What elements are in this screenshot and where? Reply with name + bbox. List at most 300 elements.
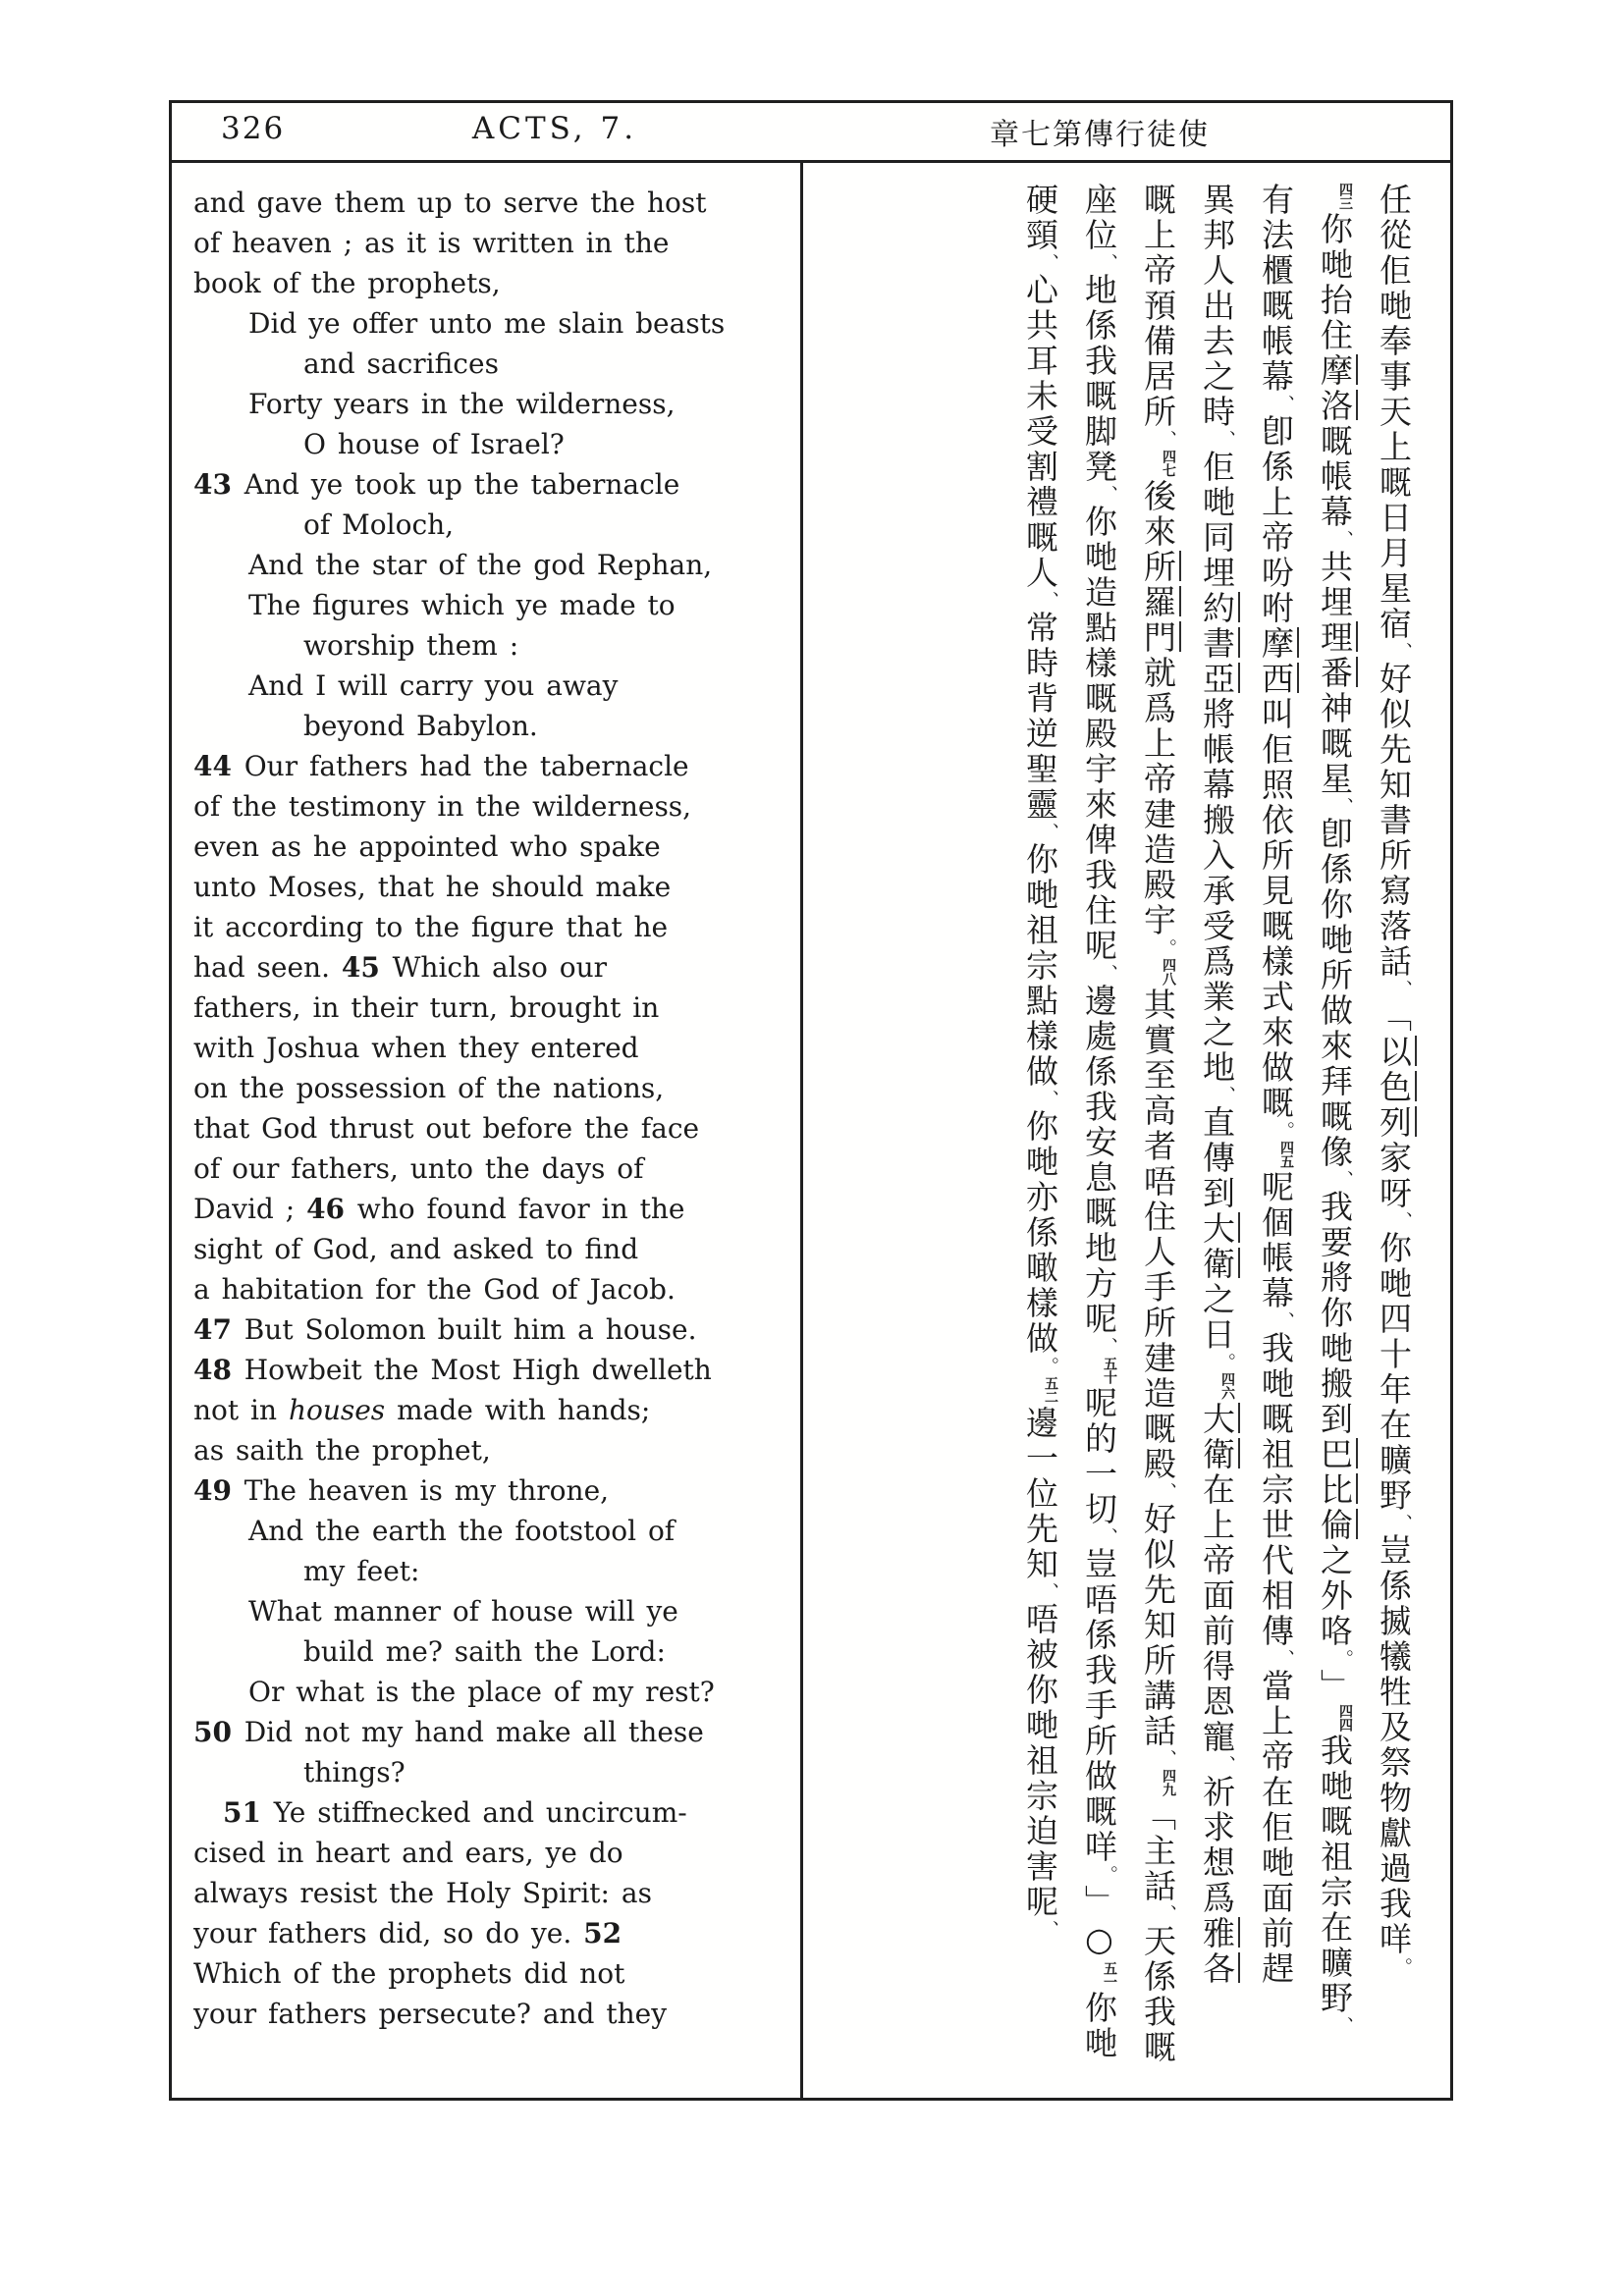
chinese-char: 受 [1198,909,1236,941]
chinese-char: 唔 [1080,1582,1118,1615]
chinese-char: 奉 [1375,324,1413,356]
chinese-char: 備 [1139,324,1177,356]
chinese-char: 及 [1375,1710,1413,1742]
chinese-char: 做 [1021,1054,1059,1087]
chinese-char: 係 [1080,1618,1118,1650]
chinese-char: 有 [1257,183,1295,215]
chinese-char: 嘅 [1080,379,1118,411]
chinese-column [1375,183,1413,2101]
chinese-char: 哋 [1021,878,1059,910]
chinese-char: 埋 [1316,585,1354,617]
chinese-running-title: 章七第傳行徒使 [990,118,1210,152]
chinese-char: 好 [1139,1502,1177,1534]
english-line [193,786,792,827]
chinese-char: 上 [1257,485,1295,517]
chinese-char: 野 [1316,1981,1354,2013]
chinese-char: 「 [1375,999,1413,1032]
punctuation-mark: 。 [1156,938,1177,957]
english-line [193,1792,792,1833]
chinese-char: 我 [1316,1190,1354,1222]
english-line [193,263,792,303]
english-line [193,1229,792,1269]
chinese-char: 宇 [1139,903,1177,935]
chinese-char: 帝 [1257,520,1295,553]
english-text: book of the prophets, [193,267,501,299]
chinese-char: 佢 [1257,1810,1295,1842]
proper-name-char: 衛 [1198,1247,1236,1279]
chinese-char: 點 [1080,611,1118,643]
english-line [193,1028,792,1068]
english-line [193,1269,792,1309]
chinese-char: 面 [1257,1881,1295,1913]
english-line [193,505,792,545]
english-line [193,1108,792,1148]
chinese-char: 上 [1139,726,1177,759]
chinese-verse-number: 四九 [1161,1769,1176,1796]
chinese-char: 宿 [1375,607,1413,639]
chinese-char: 天 [1375,395,1413,427]
chinese-char: 居 [1139,359,1177,392]
english-line [193,1390,792,1430]
chinese-char: 話 [1139,1869,1177,1901]
chinese-char: 野 [1375,1478,1413,1511]
chinese-char: 照 [1257,768,1295,800]
chinese-char: 迫 [1021,1814,1059,1846]
chinese-char: 邦 [1198,218,1236,250]
chinese-char: 嘅 [1316,726,1354,759]
chinese-char: 我 [1080,1653,1118,1685]
english-line [193,384,792,424]
punctuation-mark: 。 [1391,1957,1413,1976]
chinese-char: 哋 [1316,247,1354,280]
chinese-verse-number: 五十 [1102,1357,1117,1384]
verse-number: 51 [223,1796,274,1829]
english-text: of the testimony in the wilderness, [193,790,692,823]
english-line [193,183,792,223]
english-text: always resist the Holy Spirit: as [193,1877,652,1909]
chinese-char: 建 [1139,797,1177,829]
chinese-char: 嘅 [1316,1804,1354,1837]
chinese-char: 」 [1080,1885,1118,1917]
chinese-char: 相 [1257,1578,1295,1611]
english-text: And ye took up the tabernacle [243,468,680,501]
chinese-char: 切 [1080,1492,1118,1524]
proper-name-char: 比 [1316,1472,1354,1505]
english-line [193,344,792,384]
chinese-char: 哋 [1257,1845,1295,1878]
chinese-char: 邊 [1080,984,1118,1016]
chinese-char: 豈 [1375,1533,1413,1566]
english-text: beyond Babylon. [303,710,538,742]
english-line [193,1953,792,1994]
english-text: as saith the prophet, [193,1434,491,1467]
chinese-char: 出 [1198,289,1236,321]
chinese-char: 造 [1080,575,1118,608]
chinese-char: 幕 [1316,495,1354,527]
chinese-char: ○ [1080,1920,1118,1958]
chinese-char: 落 [1375,909,1413,941]
chinese-char: 位 [1080,218,1118,250]
chinese-char: 哋 [1080,2026,1118,2058]
chinese-char: 聖 [1021,752,1059,784]
chinese-char: 嘅 [1080,1196,1118,1228]
chinese-char: 似 [1375,697,1413,729]
english-line [193,223,792,263]
english-text: Ye stiffnecked and uncircum- [273,1796,687,1829]
chinese-char: 係 [1375,1569,1413,1601]
chinese-char: 上 [1257,1704,1295,1736]
chinese-char: 宇 [1080,752,1118,784]
punctuation-mark: 、 [1332,1170,1354,1189]
chinese-char: 家 [1375,1141,1413,1173]
chinese-char: 我 [1080,858,1118,890]
chinese-char: 埋 [1198,556,1236,588]
punctuation-mark: 、 [1156,1904,1177,1923]
chinese-char: 前 [1257,1916,1295,1949]
chinese-char: 日 [1198,1317,1236,1350]
punctuation-mark: 。 [1273,1121,1295,1140]
chinese-char: 做 [1257,1050,1295,1083]
chinese-char: 祭 [1375,1745,1413,1778]
punctuation-mark: 、 [1332,2016,1354,2035]
chinese-char: 來 [1080,787,1118,820]
punctuation-mark: 、 [1273,1311,1295,1330]
english-line [193,706,792,746]
chinese-char: 得 [1198,1649,1236,1682]
chinese-char: 我 [1080,344,1118,376]
english-text: it according to the figure that he [193,911,669,943]
punctuation-mark: 。 [1097,1865,1118,1884]
english-text: with Joshua when they entered [193,1032,639,1064]
chinese-char: 世 [1257,1508,1295,1540]
chinese-char: 外 [1316,1578,1354,1611]
chinese-char: 殿 [1139,1447,1177,1479]
chinese-char: 似 [1139,1537,1177,1570]
proper-name-char: 雅 [1198,1916,1236,1949]
chinese-char: 係 [1080,1054,1118,1087]
page-header [172,103,1450,163]
chinese-char: 其 [1139,988,1177,1020]
chinese-char: 係 [1021,1215,1059,1248]
chinese-char: 帝 [1139,253,1177,286]
chinese-char: 佢 [1375,253,1413,286]
chinese-verse-number: 四五 [1278,1141,1294,1168]
chinese-char: 神 [1316,691,1354,723]
chinese-char: 犧 [1375,1639,1413,1672]
chinese-char: 來 [1257,1015,1295,1047]
chinese-char: 人 [1021,556,1059,588]
chinese-char: 到 [1198,1176,1236,1208]
english-line [193,867,792,907]
chinese-char: 做 [1080,1759,1118,1791]
chinese-char: 嘅 [1021,520,1059,553]
chinese-char: 靈 [1021,787,1059,820]
chinese-char: 所 [1080,1724,1118,1756]
chinese-char: 帳 [1316,459,1354,492]
chinese-char: 住 [1139,1200,1177,1232]
punctuation-mark: 、 [1391,980,1413,998]
proper-name-char: 書 [1198,626,1236,659]
chinese-column [1198,183,1236,2101]
chinese-char: 先 [1375,732,1413,765]
chinese-char: 你 [1316,212,1354,244]
english-text: Or what is the place of my rest? [248,1676,715,1708]
chinese-char: 係 [1316,852,1354,884]
chinese-char: 你 [1021,842,1059,875]
chinese-char: 嘅 [1316,1099,1354,1132]
english-line [193,1712,792,1752]
chinese-char: 一 [1021,1441,1059,1473]
punctuation-mark: 、 [1038,823,1059,841]
proper-name-char: 大 [1198,1211,1236,1244]
chinese-char: 我 [1139,1995,1177,2027]
chinese-char: 預 [1139,289,1177,321]
english-text: build me? saith the Lord: [303,1635,666,1668]
chinese-char: 所 [1139,1643,1177,1676]
chinese-char: 未 [1021,379,1059,411]
english-text: even as he appointed who spake [193,830,661,863]
chinese-char: 帳 [1257,324,1295,356]
chinese-char: 將 [1316,1260,1354,1293]
chinese-char: 時 [1198,395,1236,427]
english-line [193,1430,792,1470]
english-text: Did ye offer unto me slain beasts [248,307,726,340]
chinese-char: 嘅 [1257,1086,1295,1118]
chinese-char: 佢 [1198,450,1236,482]
chinese-char: 人 [1198,253,1236,286]
chinese-char: 呢 [1021,1885,1059,1917]
chinese-char: 實 [1139,1023,1177,1055]
chinese-char: 講 [1139,1679,1177,1711]
english-line [193,545,792,585]
chinese-char: 建 [1139,1341,1177,1373]
verse-number: 44 [193,750,244,782]
english-text: The heaven is my throne, [243,1474,610,1507]
chinese-char: 高 [1139,1094,1177,1126]
proper-name-char: 洛 [1316,389,1354,421]
english-line [193,1511,792,1551]
chinese-char: 先 [1021,1512,1059,1544]
chinese-char: 好 [1375,662,1413,694]
proper-name-char: 羅 [1139,585,1177,617]
chinese-char: 書 [1375,803,1413,835]
english-line [193,464,792,505]
english-text: worship them : [303,629,519,662]
chinese-char: 人 [1139,1235,1177,1267]
chinese-char: 地 [1198,1050,1236,1083]
punctuation-mark: 。 [1215,1353,1236,1371]
chinese-char: 豈 [1080,1547,1118,1579]
chinese-char: 就 [1139,656,1177,688]
english-text: Did not my hand make all these [243,1716,704,1748]
chinese-char: 所 [1139,1306,1177,1338]
english-line [193,1309,792,1350]
chinese-char: 哋 [1316,923,1354,955]
chinese-char: 傳 [1198,1141,1236,1173]
chinese-char: 爲 [1139,691,1177,723]
punctuation-mark: 、 [1097,964,1118,983]
chinese-char: 同 [1198,520,1236,553]
chinese-char: 嘅 [1316,424,1354,456]
punctuation-mark: 、 [1097,485,1118,504]
verse-number: 45 [341,951,393,984]
english-line [193,746,792,786]
chinese-char: 知 [1375,768,1413,800]
english-line [193,1913,792,1953]
english-text: not in [193,1394,289,1426]
chinese-column [1139,183,1177,2101]
verse-number: 52 [583,1917,622,1949]
punctuation-mark: 、 [1038,253,1059,272]
chinese-char: 「 [1139,1798,1177,1831]
chinese-char: 所 [1139,395,1177,427]
chinese-char: 帝 [1198,1543,1236,1575]
chinese-char: 幕 [1198,768,1236,800]
chinese-char: 寫 [1375,874,1413,906]
chinese-char: 曠 [1316,1946,1354,1978]
chinese-char: 造 [1139,832,1177,865]
chinese-char: 星 [1316,762,1354,794]
chinese-char: 上 [1375,430,1413,462]
english-line [193,827,792,867]
english-text: And the earth the footstool of [248,1515,676,1547]
punctuation-mark: 、 [1038,1582,1059,1601]
proper-name-char: 倫 [1316,1508,1354,1540]
english-text: Which of the prophets did not [193,1957,625,1990]
english-text: on the possession of the nations, [193,1072,665,1104]
english-line [193,947,792,988]
chinese-char: 法 [1257,218,1295,250]
chinese-char: 殿 [1080,717,1118,749]
english-line [193,1752,792,1792]
chinese-char: 去 [1198,324,1236,356]
chinese-char: 嘅 [1080,681,1118,714]
english-line [193,1068,792,1108]
chinese-char: 住 [1316,318,1354,350]
chinese-char: 話 [1139,1714,1177,1746]
chinese-char: 之 [1198,359,1236,392]
chinese-char: 直 [1198,1105,1236,1138]
chinese-char: 過 [1375,1851,1413,1884]
chinese-char: 承 [1198,874,1236,906]
chinese-char: 哋 [1316,1331,1354,1363]
chinese-char: 後 [1139,479,1177,511]
english-line [193,907,792,947]
chinese-char: 受 [1021,414,1059,447]
chinese-char: 唔 [1139,1164,1177,1197]
english-text: and sacrifices [303,347,499,380]
english-text: who found favor in the [356,1193,685,1225]
chinese-char: 年 [1375,1372,1413,1405]
chinese-char: 你 [1021,1673,1059,1705]
chinese-char: 嘅 [1139,1412,1177,1444]
chinese-char: 位 [1021,1476,1059,1509]
chinese-char: 帳 [1257,1241,1295,1273]
english-line [193,1148,792,1189]
chinese-char: 禮 [1021,485,1059,517]
chinese-char: 你 [1316,887,1354,920]
english-text: Our fathers had the tabernacle [243,750,689,782]
chinese-char: 爲 [1198,944,1236,977]
chinese-char: 任 [1375,183,1413,215]
chinese-char: 呢 [1080,1302,1118,1334]
chinese-char: 時 [1021,646,1059,678]
chinese-char: 物 [1375,1781,1413,1813]
chinese-char: 趕 [1257,1951,1295,1984]
chinese-char: 手 [1080,1688,1118,1721]
english-text: your fathers did, so do ye. [193,1917,584,1949]
english-text: your fathers persecute? and they [193,1998,668,2030]
chinese-char: 亦 [1021,1180,1059,1212]
chinese-char: 十 [1375,1337,1413,1369]
verse-number: 46 [306,1193,357,1225]
chinese-char: 前 [1198,1614,1236,1646]
chinese-char: 我 [1080,1090,1118,1122]
chinese-char: 邊 [1021,1406,1059,1438]
punctuation-mark: 、 [1038,1090,1059,1108]
chinese-char: 見 [1257,874,1295,906]
chinese-char: 依 [1257,803,1295,835]
proper-name-char: 摩 [1316,353,1354,386]
chinese-char: 吩 [1257,556,1295,588]
chinese-char: 面 [1198,1578,1236,1611]
chinese-char: 嘅 [1375,465,1413,498]
english-line [193,1470,792,1511]
chinese-char: 天 [1139,1924,1177,1956]
chinese-char: 息 [1080,1160,1118,1193]
english-line [193,1873,792,1913]
english-text: of our fathers, unto the days of [193,1152,644,1185]
punctuation-mark: 、 [1156,430,1177,449]
chinese-char: 之 [1316,1543,1354,1575]
chinese-char: 咩 [1375,1922,1413,1954]
chinese-char: 我 [1257,1331,1295,1363]
chinese-char: 知 [1021,1547,1059,1579]
english-line [193,1350,792,1390]
english-text: a habitation for the God of Jacob. [193,1273,676,1306]
english-line [193,1551,792,1591]
chinese-char: 異 [1198,183,1236,215]
proper-name-char: 西 [1257,662,1295,694]
chinese-char: 月 [1375,536,1413,568]
chinese-char: 造 [1139,1376,1177,1409]
chinese-char: 方 [1080,1266,1118,1299]
chinese-verse-number: 四三 [1337,183,1353,210]
chinese-char: 星 [1375,571,1413,604]
chinese-char: 爲 [1198,1881,1236,1913]
chinese-char: 手 [1139,1270,1177,1303]
chinese-verse-number: 四七 [1161,450,1176,477]
chinese-char: 在 [1375,1408,1413,1440]
chinese-text-section [800,163,1450,2101]
chinese-char: 嘅 [1080,1794,1118,1827]
chinese-char: 處 [1080,1019,1118,1051]
punctuation-mark: 、 [1391,1514,1413,1532]
english-line [193,1591,792,1631]
chinese-char: 叫 [1257,697,1295,729]
chinese-char: 嘅 [1257,909,1295,941]
chinese-char: 地 [1080,1231,1118,1263]
chinese-char: 宗 [1316,1875,1354,1907]
punctuation-mark: 、 [1097,1337,1118,1356]
proper-name-char: 門 [1139,620,1177,653]
chinese-char: 宗 [1257,1472,1295,1505]
english-line [193,1189,792,1229]
english-text: that God thrust out before the face [193,1112,700,1145]
chinese-char: 逆 [1021,717,1059,749]
chinese-char: 的 [1080,1421,1118,1454]
chinese-char: 嘅 [1139,2030,1177,2062]
